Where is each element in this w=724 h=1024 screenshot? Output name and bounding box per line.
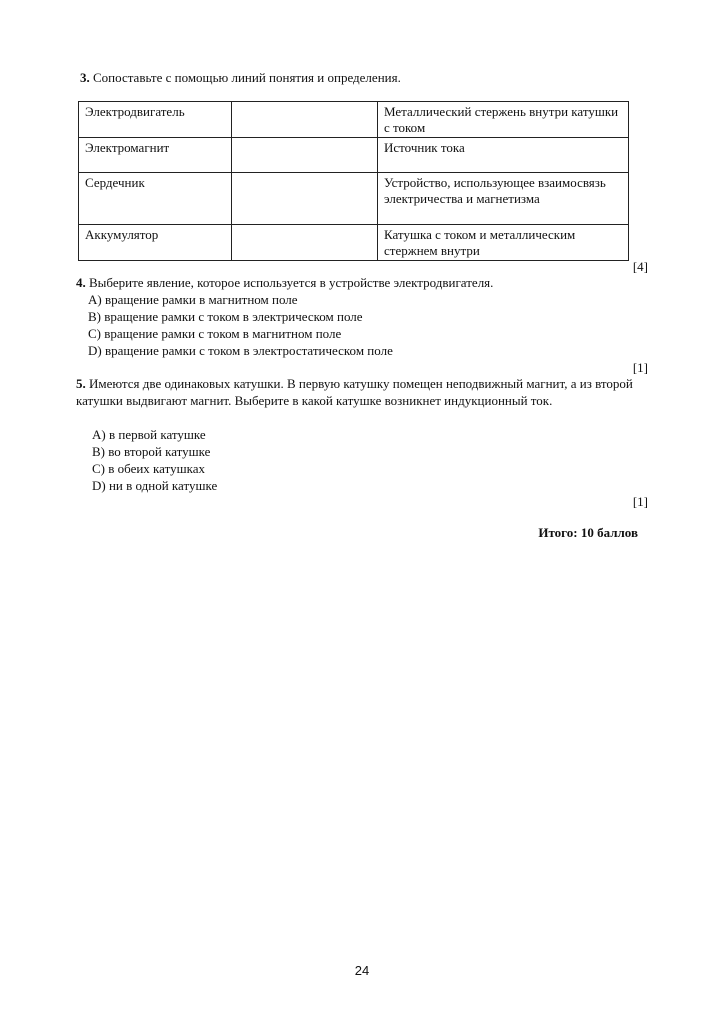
question-4-option-a: A) вращение рамки в магнитном поле bbox=[88, 292, 298, 307]
question-5-option-b: B) во второй катушке bbox=[92, 444, 211, 459]
question-5-option-a: A) в первой катушке bbox=[92, 427, 206, 442]
question-4-number: 4. bbox=[76, 275, 86, 290]
question-5-score: [1] bbox=[632, 494, 648, 509]
page-number: 24 bbox=[354, 963, 370, 978]
question-3-text: Сопоставьте с помощью линий понятия и определения. bbox=[93, 70, 401, 85]
matching-table bbox=[78, 101, 629, 261]
question-3-number: 3. bbox=[80, 70, 90, 85]
table-row bbox=[79, 138, 629, 173]
term-cell: Аккумулятор bbox=[79, 225, 232, 261]
matching-gap-cell bbox=[232, 225, 378, 261]
matching-gap-cell bbox=[232, 102, 378, 138]
matching-gap-cell bbox=[232, 138, 378, 173]
question-4-prompt bbox=[76, 275, 650, 292]
definition-cell: Устройство, использующее взаимосвязь электричества и магнетизма bbox=[378, 173, 629, 225]
term-cell: Сердечник bbox=[79, 173, 232, 225]
question-4-text: Выберите явление, которое используется в устройстве электродвигателя. bbox=[89, 275, 494, 290]
question-5-number: 5. bbox=[76, 376, 86, 391]
definition-cell: Источник тока bbox=[378, 138, 629, 173]
term-cell: Электродвигатель bbox=[79, 102, 232, 138]
question-3-score: [4] bbox=[632, 259, 648, 274]
question-4-score: [1] bbox=[632, 360, 648, 375]
definition-cell: Металлический стержень внутри катушки с током bbox=[378, 102, 629, 138]
table-row bbox=[79, 225, 629, 261]
question-5-option-c: C) в обеих катушках bbox=[92, 461, 206, 476]
question-3-prompt bbox=[80, 70, 401, 86]
question-5-option-d: D) ни в одной катушке bbox=[92, 478, 218, 493]
question-5-text: Имеются две одинаковых катушки. В первую катушку помещен неподвижный магнит, а из второй катушки выдвигают магнит. Выберите в какой катушке возникнет индукционный ток. bbox=[76, 376, 633, 408]
question-4-option-b: B) вращение рамки с током в электрическом поле bbox=[88, 309, 363, 324]
term-cell: Электромагнит bbox=[79, 138, 232, 173]
table-row bbox=[79, 173, 629, 225]
definition-cell: Катушка с током и металлическим стержнем внутри bbox=[378, 225, 629, 261]
matching-gap-cell bbox=[232, 173, 378, 225]
table-row bbox=[79, 102, 629, 138]
question-4-option-d: D) вращение рамки с током в электростатическом поле bbox=[88, 343, 393, 358]
question-4-option-c: C) вращение рамки с током в магнитном поле bbox=[88, 326, 342, 341]
question-5-prompt bbox=[76, 376, 650, 409]
total-score: Итого: 10 баллов bbox=[538, 525, 638, 540]
